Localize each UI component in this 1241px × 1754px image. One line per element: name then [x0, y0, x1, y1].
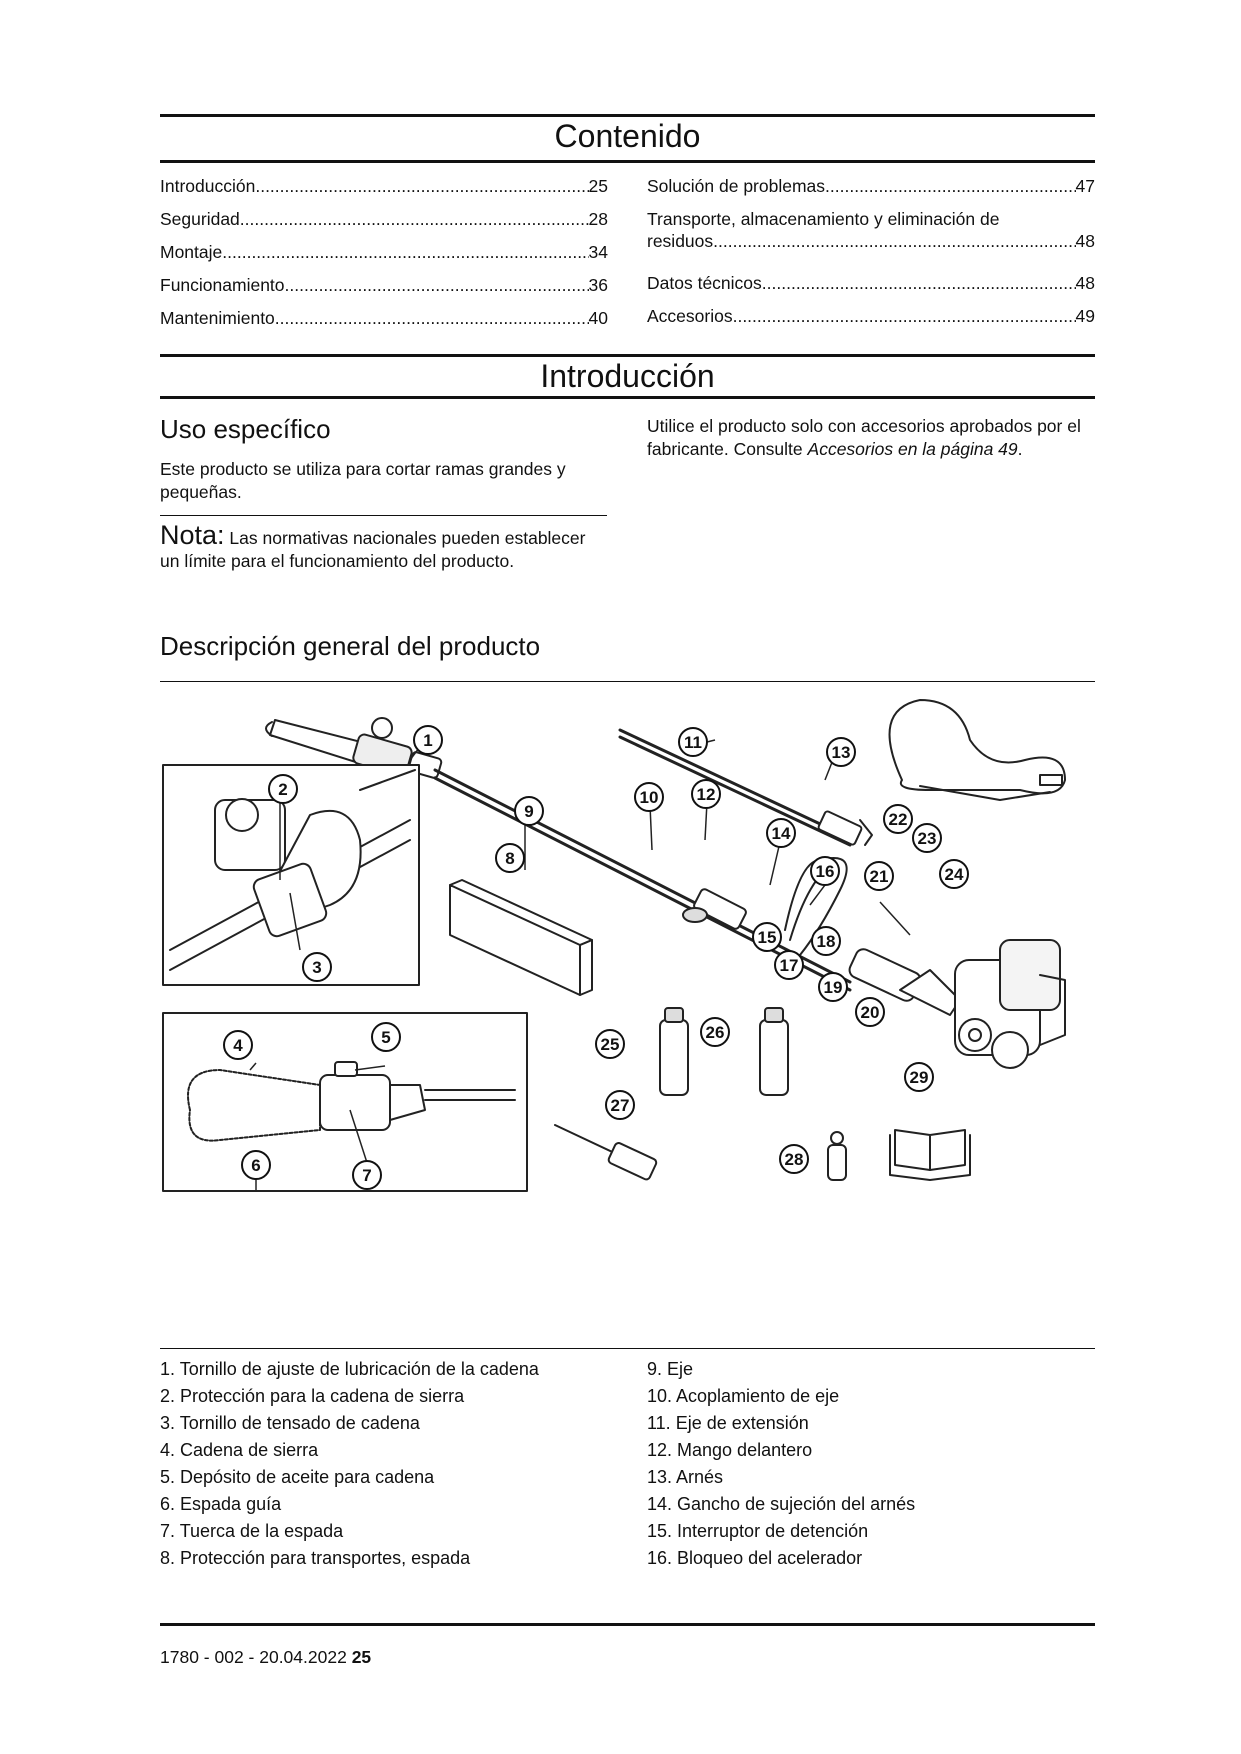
- toc-title: Contenido: [554, 118, 701, 154]
- svg-text:27: 27: [610, 1096, 630, 1115]
- svg-text:17: 17: [779, 956, 799, 975]
- legend-item: 4. Cadena de sierra: [160, 1440, 319, 1460]
- legend-item: 14. Gancho de sujeción del arnés: [647, 1494, 916, 1514]
- svg-text:1: 1: [423, 731, 433, 750]
- intro-top-rule: [160, 354, 1095, 357]
- toc-entry[interactable]: Funcionamiento ..... 36: [160, 274, 608, 307]
- legend-item: 8. Protección para transportes, espada: [160, 1548, 471, 1568]
- legend-left: [160, 1356, 539, 1572]
- toc-left-column: [160, 175, 608, 340]
- callout-9: [515, 797, 543, 825]
- callout-3: [303, 953, 331, 981]
- svg-text:15: 15: [757, 928, 777, 947]
- manual-book-illustration: [890, 1130, 970, 1180]
- footer-doc-id: 1780 - 002 - 20.04.2022: [160, 1647, 347, 1667]
- legend-item: 1. Tornillo de ajuste de lubricación de la cadena: [160, 1359, 539, 1379]
- overview-heading: Descripción general del producto: [160, 631, 541, 661]
- legend-item: 2. Protección para la cadena de sierra: [160, 1386, 465, 1406]
- callout-10: [635, 783, 663, 811]
- callout-13: [827, 738, 855, 766]
- legend-item: 11. Eje de extensión: [647, 1413, 809, 1433]
- callout-16: [811, 857, 839, 885]
- svg-text:25: 25: [600, 1035, 620, 1054]
- callout-22: [884, 805, 912, 833]
- accessories-end: .: [1017, 439, 1023, 459]
- legend-item: 15. Interruptor de detención: [647, 1521, 869, 1541]
- uso-text: Este producto se utiliza para cortar ramas grandes y pequeñas.: [160, 459, 566, 502]
- svg-text:19: 19: [823, 978, 843, 997]
- callout-18: [812, 927, 840, 955]
- legend-item: 9. Eje: [647, 1359, 694, 1379]
- callout-2: [269, 775, 297, 803]
- callout-29: [905, 1063, 933, 1091]
- callout-24: [940, 860, 968, 888]
- guard-illustration: [450, 880, 592, 995]
- svg-text:28: 28: [784, 1150, 804, 1169]
- toc-entry[interactable]: Introducción ..... 25: [160, 175, 608, 208]
- svg-text:22: 22: [888, 810, 908, 829]
- svg-text:4: 4: [233, 1036, 243, 1055]
- svg-text:24: 24: [944, 865, 964, 884]
- intro-title-rule: [160, 396, 1095, 399]
- callout-1: [414, 726, 442, 754]
- callout-14: [767, 819, 795, 847]
- note-text: Las normativas nacionales pueden establecer un límite para el funcionamiento del producto.: [160, 528, 586, 571]
- top-rule: [160, 114, 1095, 117]
- toc-entry[interactable]: Seguridad ..... 28: [160, 208, 608, 241]
- callout-6: [242, 1151, 270, 1179]
- callout-26: [701, 1018, 729, 1046]
- toc-entry[interactable]: Montaje ..... 34: [160, 241, 608, 274]
- svg-text:3: 3: [312, 958, 322, 977]
- toc-entry[interactable]: Transporte, almacenamiento y eliminación de residuos ..... 48: [647, 208, 1095, 264]
- toc-right-column: [647, 175, 1095, 338]
- svg-text:7: 7: [362, 1166, 372, 1185]
- legend-right: [647, 1356, 915, 1572]
- page-number: 25: [351, 1647, 372, 1667]
- legend-item: 16. Bloqueo del acelerador: [647, 1548, 863, 1568]
- svg-text:13: 13: [831, 743, 851, 762]
- footer: [160, 1647, 371, 1668]
- svg-text:21: 21: [869, 867, 889, 886]
- svg-text:23: 23: [917, 829, 937, 848]
- svg-text:18: 18: [816, 932, 836, 951]
- callout-7: [353, 1161, 381, 1189]
- uso-heading: Uso específico: [160, 414, 331, 444]
- svg-text:8: 8: [505, 849, 515, 868]
- svg-text:10: 10: [639, 788, 659, 807]
- callout-25: [596, 1030, 624, 1058]
- svg-text:14: 14: [771, 824, 791, 843]
- product-diagram: [160, 690, 1095, 1335]
- callout-21: [865, 862, 893, 890]
- legend-item: 13. Arnés: [647, 1467, 724, 1487]
- callout-11: [679, 728, 707, 756]
- toc-entry[interactable]: Datos técnicos ..... 48: [647, 272, 1095, 305]
- wrench-illustration: [555, 1125, 657, 1181]
- svg-text:26: 26: [705, 1023, 725, 1042]
- svg-text:9: 9: [524, 802, 534, 821]
- legend-item: 3. Tornillo de tensado de cadena: [160, 1413, 420, 1433]
- callout-23: [913, 824, 941, 852]
- callout-5: [372, 1023, 400, 1051]
- note-label: Nota:: [160, 520, 225, 550]
- svg-text:6: 6: [251, 1156, 261, 1175]
- note-rule: [160, 515, 607, 516]
- callout-20: [856, 998, 884, 1026]
- note-block: [160, 520, 600, 573]
- callout-4: [224, 1031, 252, 1059]
- callout-27: [606, 1091, 634, 1119]
- callout-8: [496, 844, 524, 872]
- callout-19: [819, 973, 847, 1001]
- accessories-sentence: Utilice el producto solo con accesorios aprobados por el fabricante. Consulte: [647, 416, 1081, 459]
- svg-text:2: 2: [278, 780, 288, 799]
- callout-12: [692, 780, 720, 808]
- svg-text:12: 12: [696, 785, 716, 804]
- svg-text:20: 20: [860, 1003, 880, 1022]
- svg-text:16: 16: [815, 862, 835, 881]
- overview-rule: [160, 681, 1095, 682]
- harness-illustration: [890, 700, 1065, 800]
- toc-entry[interactable]: Solución de problemas ..... 47: [647, 175, 1095, 208]
- legend-item: 10. Acoplamiento de eje: [647, 1386, 840, 1406]
- accessories-text: [647, 415, 1095, 461]
- legend-item: 12. Mango delantero: [647, 1440, 813, 1460]
- footer-rule: [160, 1623, 1095, 1626]
- callout-17: [775, 951, 803, 979]
- svg-text:11: 11: [684, 733, 702, 752]
- svg-text:29: 29: [909, 1068, 929, 1087]
- accessories-link[interactable]: Accesorios en la página 49: [807, 439, 1018, 459]
- callout-28: [780, 1145, 808, 1173]
- toc-entry[interactable]: Mantenimiento ..... 40: [160, 307, 608, 340]
- svg-text:5: 5: [381, 1028, 391, 1047]
- legend-item: 7. Tuerca de la espada: [160, 1521, 344, 1541]
- key-illustration: [828, 1132, 846, 1180]
- legend-rule: [160, 1348, 1095, 1349]
- callout-15: [753, 923, 781, 951]
- legend-item: 6. Espada guía: [160, 1494, 282, 1514]
- toc-entry[interactable]: Accesorios ..... 49: [647, 305, 1095, 338]
- toc-title-rule: [160, 160, 1095, 163]
- intro-title: Introducción: [540, 358, 715, 394]
- legend-item: 5. Depósito de aceite para cadena: [160, 1467, 435, 1487]
